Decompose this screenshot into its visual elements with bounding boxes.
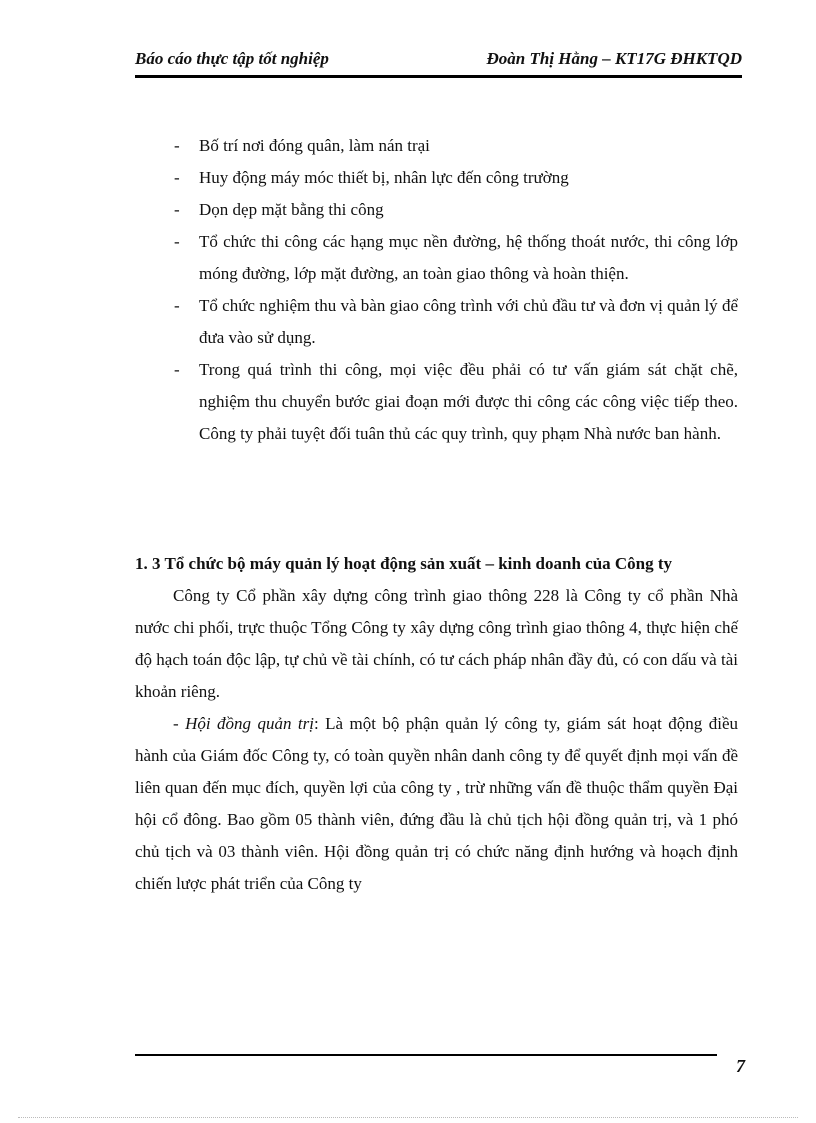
bullet-text: Dọn dẹp mặt bằng thi công xyxy=(199,200,384,219)
bullet-marker: - xyxy=(174,360,180,379)
header-author: Đoàn Thị Hằng – KT17G ĐHKTQD xyxy=(486,49,742,68)
bullet-text: Trong quá trình thi công, mọi việc đều phải có tư vấn giám sát chặt chẽ, nghiệm thu chuyển bước giai đoạn mới được thi công các công việc tiếp theo. Công ty phải tuyệt đối tuân thủ các quy trình, quy phạm Nhà nước ban hành. xyxy=(199,360,738,443)
bullet-text: Huy động máy móc thiết bị, nhân lực đến công trường xyxy=(199,168,569,187)
bullet-item xyxy=(172,130,738,162)
page-bottom-border xyxy=(18,1117,798,1118)
board-term: Hội đồng quản trị xyxy=(185,714,314,733)
bullet-item xyxy=(172,194,738,226)
bullet-item xyxy=(172,354,738,450)
board-text: : Là một bộ phận quản lý công ty, giám sát hoạt động điều hành của Giám đốc Công ty, có toàn quyền nhân danh công ty để quyết định mọi vấn đề liên quan đến mục đích, quyền lợi của công ty , trừ những vấn đề thuộc thẩm quyền Đại hội cổ đông. Bao gồm 05 thành viên, đứng đầu là chủ tịch hội đồng quản trị, và 1 phó chủ tịch và 03 thành viên. Hội đồng quản trị có chức năng định hướng và hoạch định chiến lược phát triển của Công ty xyxy=(135,714,738,893)
bullet-text: Tổ chức thi công các hạng mục nền đường, hệ thống thoát nước, thi công lớp móng đường, lớp mặt đường, an toàn giao thông và hoàn thiện. xyxy=(199,232,738,283)
bullet-marker: - xyxy=(174,296,180,315)
bullet-text: Bố trí nơi đóng quân, làm nán trại xyxy=(199,136,430,155)
bullet-marker: - xyxy=(174,200,180,219)
section-heading: 1. 3 Tổ chức bộ máy quản lý hoạt động sản xuất – kinh doanh của Công ty xyxy=(135,554,673,573)
bullet-list xyxy=(172,130,738,450)
company-paragraph: Công ty Cổ phần xây dựng công trình giao thông 228 là Công ty cổ phần Nhà nước chi phối, trực thuộc Tổng Công ty xây dựng công trình giao thông 4, thực hiện chế độ hạch toán độc lập, tự chủ về tài chính, có tư cách pháp nhân đầy đủ, có con dấu và tài khoản riêng. xyxy=(135,586,738,701)
page-header xyxy=(135,47,742,78)
bullet-marker: - xyxy=(174,168,180,187)
bullet-marker: - xyxy=(174,232,180,251)
page-number: 7 xyxy=(736,1056,745,1076)
header-report-title: Báo cáo thực tập tốt nghiệp xyxy=(135,49,329,68)
board-paragraph xyxy=(135,708,738,900)
bullet-marker: - xyxy=(174,136,180,155)
bullet-item xyxy=(172,290,738,354)
bullet-text: Tổ chức nghiệm thu và bàn giao công trình với chủ đầu tư và đơn vị quản lý để đưa vào sử dụng. xyxy=(199,296,738,347)
board-prefix: - xyxy=(173,714,186,733)
section-body xyxy=(135,548,738,900)
footer-divider xyxy=(135,1054,717,1056)
bullet-item xyxy=(172,162,738,194)
bullet-item xyxy=(172,226,738,290)
